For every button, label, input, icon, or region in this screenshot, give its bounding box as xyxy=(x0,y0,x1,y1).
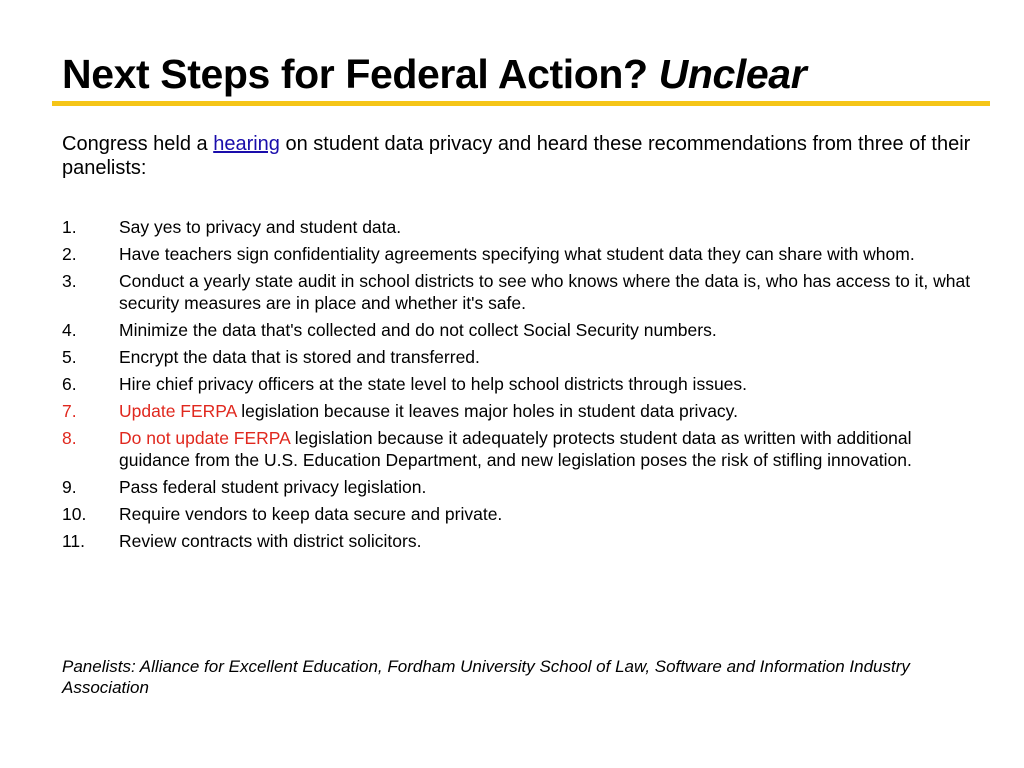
list-item-number: 4. xyxy=(62,320,77,340)
list-item-number: 11. xyxy=(62,531,86,551)
list-item-number: 10. xyxy=(62,504,87,524)
hearing-link[interactable]: hearing xyxy=(213,133,280,155)
list-item-number: 7. xyxy=(62,401,77,421)
list-item-text xyxy=(119,530,974,552)
list-item-number: 6. xyxy=(62,374,77,394)
list-item xyxy=(62,476,974,498)
list-item-text xyxy=(119,476,974,498)
list-item-text xyxy=(119,270,974,314)
list-item-text xyxy=(119,427,974,471)
list-item-number: 8. xyxy=(62,428,77,448)
list-item xyxy=(62,243,974,265)
panelists-footnote: Panelists: Alliance for Excellent Education, Fordham University School of Law, Software and Information Industry Association xyxy=(62,657,910,697)
list-item-text xyxy=(119,216,974,238)
list-item-number: 2. xyxy=(62,244,77,264)
list-item-body: Say yes to privacy and student data. xyxy=(119,217,402,237)
list-item-body: legislation because it leaves major holes in student data privacy. xyxy=(236,401,738,421)
list-item xyxy=(62,400,974,422)
list-item xyxy=(62,427,974,471)
list-item xyxy=(62,216,974,238)
list-item-body: Conduct a yearly state audit in school districts to see who knows where the data is, who has access to it, what security measures are in place and whether it's safe. xyxy=(119,271,971,313)
list-item-text xyxy=(119,503,974,525)
list-item-text xyxy=(119,346,974,368)
list-item-text xyxy=(119,373,974,395)
list-item-highlight: Do not update FERPA xyxy=(119,428,290,448)
list-item-body: Hire chief privacy officers at the state level to help school districts through issues. xyxy=(119,374,748,394)
recommendations-list xyxy=(62,216,974,557)
list-item xyxy=(62,270,974,314)
list-item-text xyxy=(119,319,974,341)
list-item-body: Minimize the data that's collected and do not collect Social Security numbers. xyxy=(119,320,717,340)
list-item-body: Encrypt the data that is stored and transferred. xyxy=(119,347,480,367)
list-item-body: Require vendors to keep data secure and private. xyxy=(119,504,503,524)
list-item xyxy=(62,503,974,525)
slide-title-emphasis: Unclear xyxy=(658,51,807,97)
intro-text-after-link: on student data privacy and heard these recommendations from three of their panelists: xyxy=(62,133,971,179)
list-item-text xyxy=(119,243,974,265)
list-item-number: 3. xyxy=(62,271,77,291)
list-item-text xyxy=(119,400,974,422)
list-item-body: Pass federal student privacy legislation. xyxy=(119,477,427,497)
list-item xyxy=(62,319,974,341)
list-item xyxy=(62,530,974,552)
intro-paragraph xyxy=(62,132,972,180)
slide-title-main: Next Steps for Federal Action? xyxy=(62,51,648,97)
intro-text-before-link: Congress held a xyxy=(62,133,214,155)
list-item-body: legislation because it adequately protects student data as written with additional guidance from the U.S. Education Department, and new legislation poses the risk of stifling innovation. xyxy=(119,428,912,470)
list-item-body: Review contracts with district solicitors. xyxy=(119,531,422,551)
list-item-body: Have teachers sign confidentiality agreements specifying what student data they can share with whom. xyxy=(119,244,915,264)
slide-title xyxy=(62,46,806,102)
list-item xyxy=(62,373,974,395)
list-item-number: 1. xyxy=(62,217,77,237)
list-item-number: 9. xyxy=(62,477,77,497)
list-item-highlight: Update FERPA xyxy=(119,401,237,421)
list-item xyxy=(62,346,974,368)
list-item-number: 5. xyxy=(62,347,77,367)
title-underline-rule xyxy=(52,101,990,106)
